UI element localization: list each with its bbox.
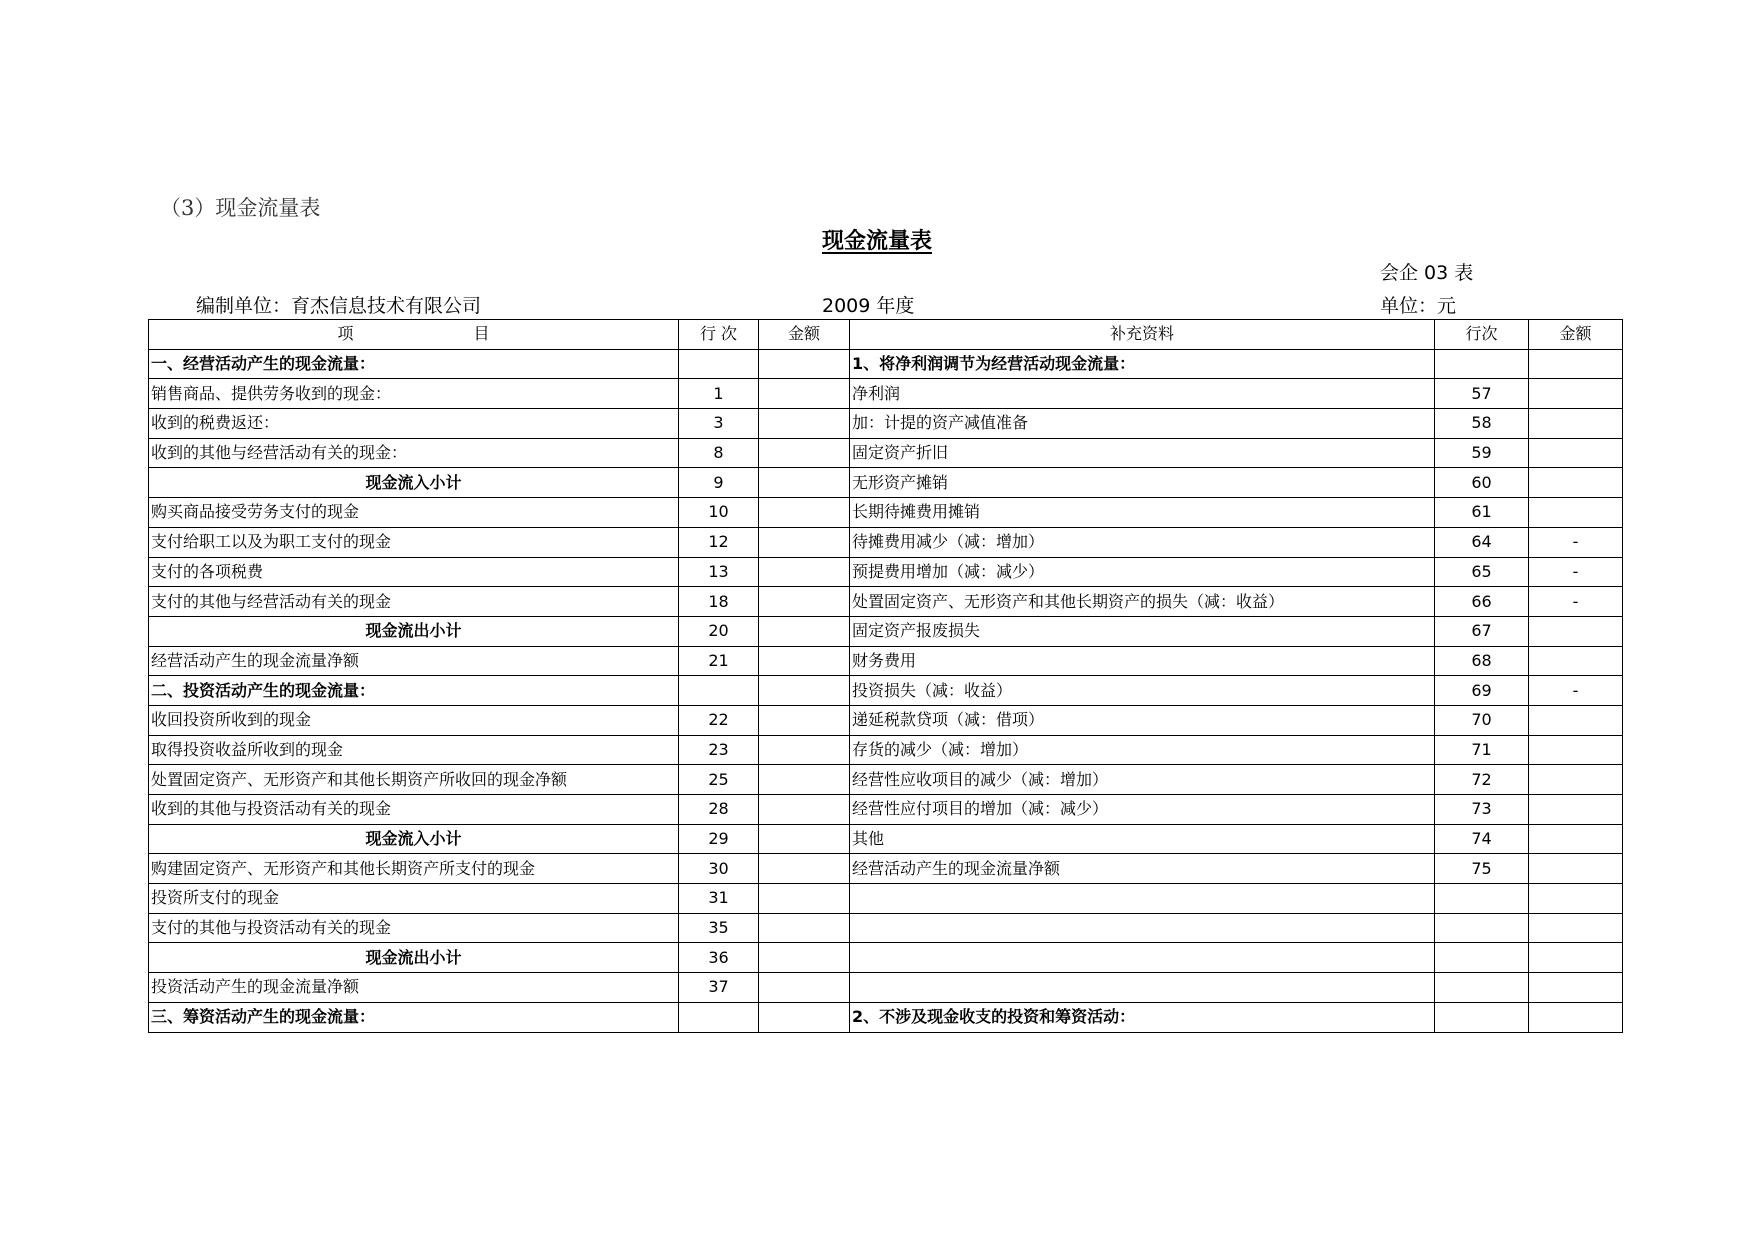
- supp-row-no-cell: 59: [1435, 438, 1529, 468]
- supp-row-no-cell: 73: [1435, 795, 1529, 825]
- row-no-cell: 13: [679, 557, 759, 587]
- supp-row-no-cell: 72: [1435, 765, 1529, 795]
- supp-row-no-cell: 64: [1435, 527, 1529, 557]
- row-no-cell: 21: [679, 646, 759, 676]
- supp-amount-cell: [1529, 438, 1623, 468]
- supp-row-no-cell: 75: [1435, 854, 1529, 884]
- row-no-cell: 37: [679, 973, 759, 1003]
- table-header-row: [149, 320, 1623, 350]
- row-no-cell: [679, 676, 759, 706]
- table-row: [149, 646, 1623, 676]
- supp-item-cell: 递延税款贷项（减：借项）: [850, 705, 1435, 735]
- supp-item-cell: 投资损失（减：收益）: [850, 676, 1435, 706]
- row-no-cell: 28: [679, 795, 759, 825]
- supp-row-no-cell: 66: [1435, 587, 1529, 617]
- supp-item-cell: [850, 913, 1435, 943]
- supp-item-cell: [850, 943, 1435, 973]
- amount-cell: [759, 468, 850, 498]
- supp-row-no-cell: [1435, 884, 1529, 914]
- item-cell: 经营活动产生的现金流量净额: [149, 646, 679, 676]
- row-no-cell: 3: [679, 409, 759, 439]
- supp-amount-cell: [1529, 973, 1623, 1003]
- supp-row-no-cell: 57: [1435, 379, 1529, 409]
- table-row: [149, 1002, 1623, 1032]
- item-cell: 二、投资活动产生的现金流量：: [149, 676, 679, 706]
- supp-amount-cell: -: [1529, 557, 1623, 587]
- row-no-cell: 30: [679, 854, 759, 884]
- supp-amount-cell: [1529, 379, 1623, 409]
- supp-amount-cell: [1529, 646, 1623, 676]
- supp-row-no-cell: 65: [1435, 557, 1529, 587]
- form-number: 会企 03 表: [1380, 262, 1474, 284]
- header-item-part-b: 目: [473, 324, 490, 344]
- supp-item-cell: [850, 973, 1435, 1003]
- supp-amount-cell: [1529, 943, 1623, 973]
- section-heading: （3）现金流量表: [160, 196, 321, 220]
- supp-item-cell: 处置固定资产、无形资产和其他长期资产的损失（减：收益）: [850, 587, 1435, 617]
- amount-cell: [759, 587, 850, 617]
- currency-unit: 单位：元: [1380, 295, 1457, 317]
- row-no-cell: 35: [679, 913, 759, 943]
- item-cell: 购建固定资产、无形资产和其他长期资产所支付的现金: [149, 854, 679, 884]
- document-title: [0, 224, 1754, 255]
- cash-flow-table: [148, 319, 1623, 1033]
- supp-amount-cell: [1529, 765, 1623, 795]
- table-row: [149, 765, 1623, 795]
- row-no-cell: 23: [679, 735, 759, 765]
- document-title-text: 现金流量表: [821, 229, 932, 254]
- amount-cell: [759, 557, 850, 587]
- amount-cell: [759, 646, 850, 676]
- table-row: [149, 676, 1623, 706]
- supp-amount-cell: [1529, 854, 1623, 884]
- row-no-cell: 25: [679, 765, 759, 795]
- supp-row-no-cell: 68: [1435, 646, 1529, 676]
- row-no-cell: 1: [679, 379, 759, 409]
- header-supp-amount: 金额: [1529, 320, 1623, 350]
- table-row: [149, 379, 1623, 409]
- row-no-cell: 8: [679, 438, 759, 468]
- supp-row-no-cell: 74: [1435, 824, 1529, 854]
- supp-item-cell: 无形资产摊销: [850, 468, 1435, 498]
- supp-item-cell: 固定资产折旧: [850, 438, 1435, 468]
- supp-row-no-cell: [1435, 1002, 1529, 1032]
- row-no-cell: 10: [679, 498, 759, 528]
- amount-cell: [759, 884, 850, 914]
- item-cell: 收回投资所收到的现金: [149, 705, 679, 735]
- row-no-cell: [679, 349, 759, 379]
- row-no-cell: 20: [679, 616, 759, 646]
- item-cell: 支付的其他与投资活动有关的现金: [149, 913, 679, 943]
- table-row: [149, 349, 1623, 379]
- table-row: [149, 498, 1623, 528]
- item-cell: 现金流出小计: [149, 943, 679, 973]
- item-cell: 收到的其他与投资活动有关的现金: [149, 795, 679, 825]
- supp-row-no-cell: 61: [1435, 498, 1529, 528]
- item-cell: 支付的各项税费: [149, 557, 679, 587]
- supp-amount-cell: [1529, 913, 1623, 943]
- row-no-cell: 36: [679, 943, 759, 973]
- supp-amount-cell: [1529, 349, 1623, 379]
- item-cell: 一、经营活动产生的现金流量：: [149, 349, 679, 379]
- amount-cell: [759, 438, 850, 468]
- supp-amount-cell: [1529, 616, 1623, 646]
- table-row: [149, 527, 1623, 557]
- table-row: [149, 557, 1623, 587]
- supp-amount-cell: [1529, 824, 1623, 854]
- supp-amount-cell: [1529, 1002, 1623, 1032]
- item-cell: 收到的税费返还：: [149, 409, 679, 439]
- item-cell: 现金流入小计: [149, 468, 679, 498]
- supp-item-cell: 存货的减少（减：增加）: [850, 735, 1435, 765]
- table-row: [149, 735, 1623, 765]
- table-row: [149, 943, 1623, 973]
- supp-item-cell: 长期待摊费用摊销: [850, 498, 1435, 528]
- supp-row-no-cell: [1435, 973, 1529, 1003]
- row-no-cell: 22: [679, 705, 759, 735]
- table-row: [149, 973, 1623, 1003]
- table-row: [149, 705, 1623, 735]
- amount-cell: [759, 735, 850, 765]
- header-item-part-a: 项: [337, 324, 354, 344]
- supp-amount-cell: [1529, 409, 1623, 439]
- supp-amount-cell: [1529, 735, 1623, 765]
- supp-row-no-cell: 67: [1435, 616, 1529, 646]
- table-row: [149, 587, 1623, 617]
- item-cell: 现金流出小计: [149, 616, 679, 646]
- supp-item-cell: 经营性应收项目的减少（减：增加）: [850, 765, 1435, 795]
- header-item: [149, 320, 679, 350]
- amount-cell: [759, 854, 850, 884]
- supp-item-cell: 待摊费用减少（减：增加）: [850, 527, 1435, 557]
- header-amount: 金额: [759, 320, 850, 350]
- table-row: [149, 438, 1623, 468]
- reporting-entity: 编制单位：育杰信息技术有限公司: [196, 295, 482, 317]
- supp-row-no-cell: 69: [1435, 676, 1529, 706]
- supp-item-cell: 加：计提的资产减值准备: [850, 409, 1435, 439]
- supp-row-no-cell: [1435, 913, 1529, 943]
- amount-cell: [759, 705, 850, 735]
- supp-amount-cell: [1529, 705, 1623, 735]
- table-row: [149, 854, 1623, 884]
- amount-cell: [759, 379, 850, 409]
- item-cell: 支付的其他与经营活动有关的现金: [149, 587, 679, 617]
- supp-amount-cell: [1529, 795, 1623, 825]
- table-row: [149, 913, 1623, 943]
- row-no-cell: 18: [679, 587, 759, 617]
- fiscal-year: 2009 年度: [822, 295, 915, 317]
- supp-item-cell: 预提费用增加（减：减少）: [850, 557, 1435, 587]
- table-row: [149, 884, 1623, 914]
- supp-row-no-cell: 71: [1435, 735, 1529, 765]
- item-cell: 购买商品接受劳务支付的现金: [149, 498, 679, 528]
- cash-flow-body: [149, 349, 1623, 1032]
- table-row: [149, 824, 1623, 854]
- supp-row-no-cell: 60: [1435, 468, 1529, 498]
- amount-cell: [759, 765, 850, 795]
- amount-cell: [759, 409, 850, 439]
- supp-row-no-cell: 58: [1435, 409, 1529, 439]
- item-cell: 支付给职工以及为职工支付的现金: [149, 527, 679, 557]
- supp-amount-cell: -: [1529, 587, 1623, 617]
- amount-cell: [759, 349, 850, 379]
- amount-cell: [759, 1002, 850, 1032]
- item-cell: 取得投资收益所收到的现金: [149, 735, 679, 765]
- amount-cell: [759, 498, 850, 528]
- supp-item-cell: 净利润: [850, 379, 1435, 409]
- table-row: [149, 468, 1623, 498]
- item-cell: 投资活动产生的现金流量净额: [149, 973, 679, 1003]
- item-cell: 投资所支付的现金: [149, 884, 679, 914]
- header-supplementary: 补充资料: [850, 320, 1435, 350]
- supp-item-cell: [850, 884, 1435, 914]
- supp-amount-cell: [1529, 884, 1623, 914]
- supp-item-cell: 经营活动产生的现金流量净额: [850, 854, 1435, 884]
- supp-amount-cell: [1529, 468, 1623, 498]
- row-no-cell: 31: [679, 884, 759, 914]
- item-cell: 现金流入小计: [149, 824, 679, 854]
- supp-row-no-cell: [1435, 349, 1529, 379]
- header-supp-row-no: 行次: [1435, 320, 1529, 350]
- item-cell: 三、筹资活动产生的现金流量：: [149, 1002, 679, 1032]
- amount-cell: [759, 913, 850, 943]
- supp-row-no-cell: [1435, 943, 1529, 973]
- supp-item-cell: 财务费用: [850, 646, 1435, 676]
- table-row: [149, 616, 1623, 646]
- supp-item-cell: 2、不涉及现金收支的投资和筹资活动：: [850, 1002, 1435, 1032]
- amount-cell: [759, 676, 850, 706]
- supp-item-cell: 其他: [850, 824, 1435, 854]
- amount-cell: [759, 824, 850, 854]
- table-row: [149, 409, 1623, 439]
- amount-cell: [759, 616, 850, 646]
- amount-cell: [759, 795, 850, 825]
- table-row: [149, 795, 1623, 825]
- row-no-cell: 12: [679, 527, 759, 557]
- item-cell: 收到的其他与经营活动有关的现金：: [149, 438, 679, 468]
- row-no-cell: 29: [679, 824, 759, 854]
- item-cell: 处置固定资产、无形资产和其他长期资产所收回的现金净额: [149, 765, 679, 795]
- amount-cell: [759, 973, 850, 1003]
- row-no-cell: 9: [679, 468, 759, 498]
- amount-cell: [759, 527, 850, 557]
- supp-amount-cell: -: [1529, 676, 1623, 706]
- supp-item-cell: 固定资产报废损失: [850, 616, 1435, 646]
- row-no-cell: [679, 1002, 759, 1032]
- amount-cell: [759, 943, 850, 973]
- supp-amount-cell: [1529, 498, 1623, 528]
- header-row-no: 行 次: [679, 320, 759, 350]
- item-cell: 销售商品、提供劳务收到的现金：: [149, 379, 679, 409]
- supp-item-cell: 经营性应付项目的增加（减：减少）: [850, 795, 1435, 825]
- supp-amount-cell: -: [1529, 527, 1623, 557]
- supp-row-no-cell: 70: [1435, 705, 1529, 735]
- supp-item-cell: 1、将净利润调节为经营活动现金流量：: [850, 349, 1435, 379]
